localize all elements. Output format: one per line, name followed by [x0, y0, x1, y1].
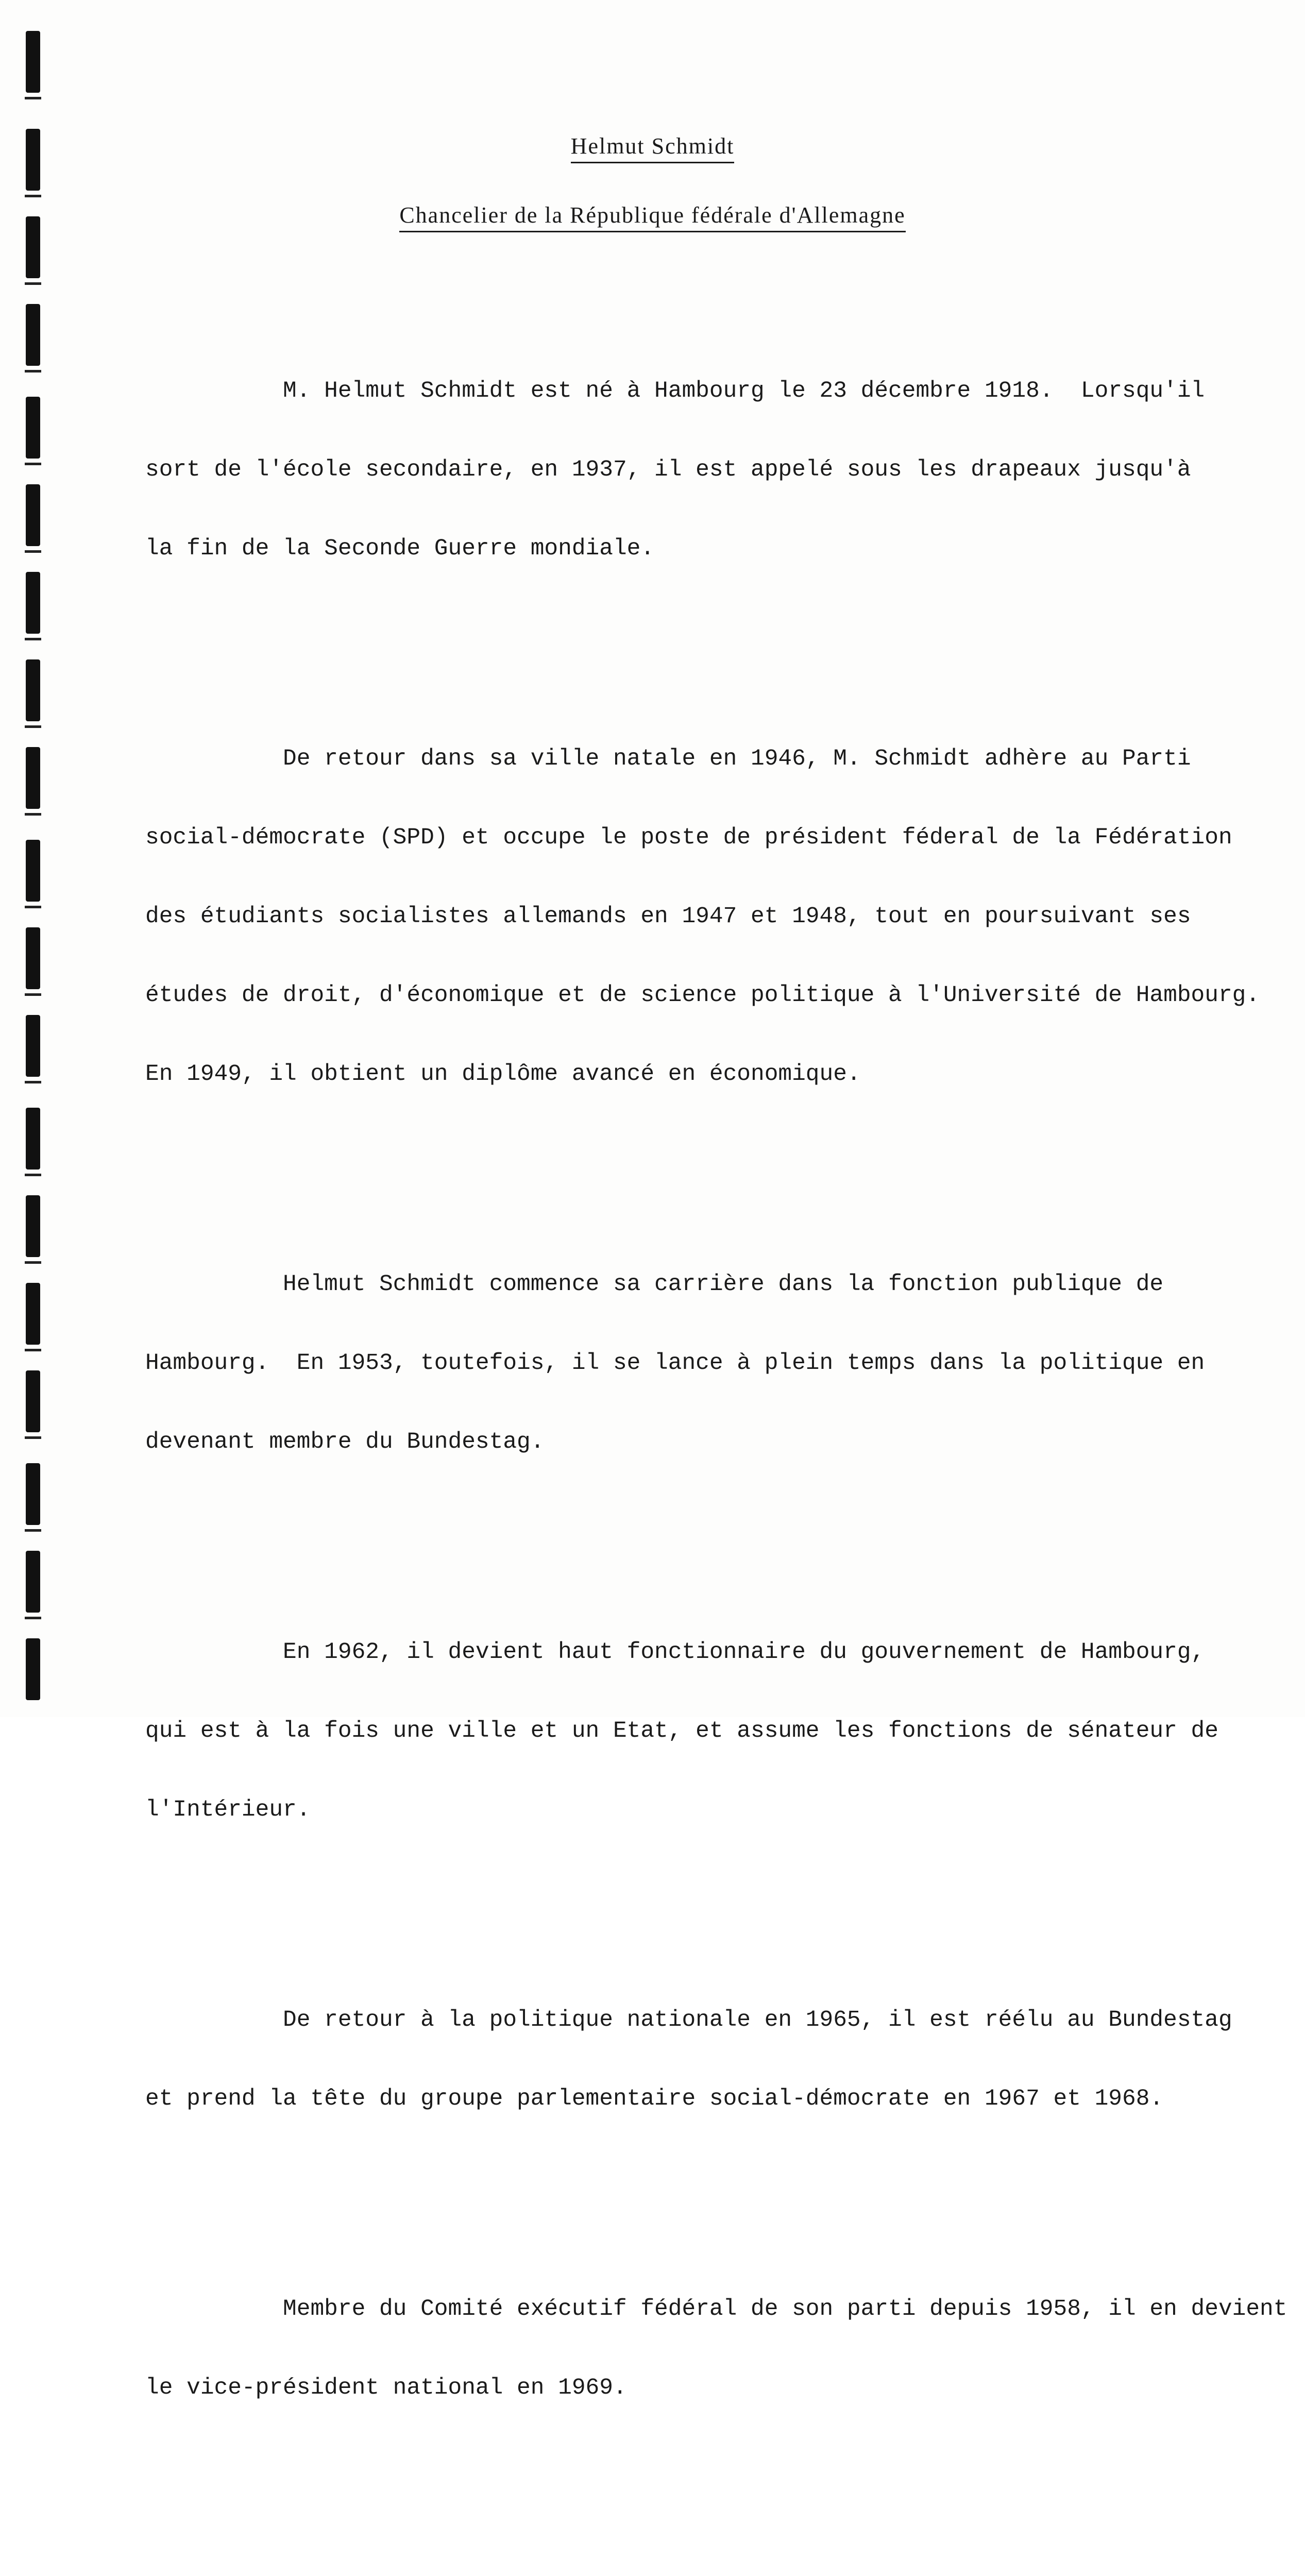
binder-tick — [25, 906, 41, 908]
binder-tick — [25, 550, 41, 553]
binder-tick — [25, 1436, 41, 1439]
binder-hole — [26, 1463, 40, 1525]
text-line: et prend la tête du groupe parlementaire social-démocrate en 1967 et 1968. — [145, 2086, 1164, 2112]
document-subtitle — [0, 202, 1305, 228]
document-subtitle-text: Chancelier de la République fédérale d'Allemagne — [399, 202, 905, 232]
document-title — [0, 133, 1305, 159]
binder-hole — [26, 840, 40, 902]
text-line: qui est à la fois une ville et un Etat, et assume les fonctions de sénateur de — [145, 1718, 1218, 1744]
binder-hole — [26, 1638, 40, 1700]
binder-tick — [25, 97, 41, 99]
binder-hole — [26, 1015, 40, 1077]
binder-tick — [25, 725, 41, 728]
text-line: M. Helmut Schmidt est né à Hambourg le 23 décembre 1918. Lorsqu'il — [145, 378, 1205, 404]
binder-tick — [25, 195, 41, 197]
text-line: De retour dans sa ville natale en 1946, M. Schmidt adhère au Parti — [145, 746, 1191, 772]
binder-tick — [25, 1081, 41, 1083]
binder-hole — [26, 31, 40, 93]
binder-hole — [26, 1370, 40, 1432]
binder-tick — [25, 1617, 41, 1619]
binder-hole — [26, 927, 40, 989]
binder-tick — [25, 1174, 41, 1176]
binder-hole — [26, 484, 40, 546]
binder-tick — [25, 1349, 41, 1351]
paragraph — [145, 326, 1217, 615]
text-line: En 1962, il devient haut fonctionnaire du gouvernement de Hambourg, — [145, 1639, 1205, 1665]
text-line: des étudiants socialistes allemands en 1947 et 1948, tout en poursuivant ses — [145, 904, 1191, 929]
binder-hole — [26, 1108, 40, 1170]
binder-hole — [26, 659, 40, 721]
paragraph — [145, 693, 1260, 1140]
binder-hole — [26, 304, 40, 366]
binder-tick — [25, 1261, 41, 1264]
paragraph — [145, 2533, 1217, 2576]
text-line: De retour à la politique nationale en 1965, il est réélu au Bundestag — [145, 2007, 1232, 2033]
text-line: En 1949, il obtient un diplôme avancé en économique. — [145, 1061, 861, 1087]
document-title-text: Helmut Schmidt — [571, 133, 735, 163]
binder-hole — [26, 572, 40, 634]
binder-hole — [26, 747, 40, 809]
binder-hole — [26, 1551, 40, 1613]
binder-holes — [21, 31, 52, 1710]
text-line: Hambourg. En 1953, toutefois, il se lance à plein temps dans la politique en — [145, 1350, 1205, 1376]
binder-tick — [25, 282, 41, 285]
text-line: sort de l'école secondaire, en 1937, il est appelé sous les drapeaux jusqu'à — [145, 457, 1191, 483]
paragraph — [145, 1587, 1217, 1876]
binder-tick — [25, 370, 41, 372]
binder-tick — [25, 1529, 41, 1532]
text-line: Helmut Schmidt commence sa carrière dans la fonction publique de — [145, 1272, 1164, 1297]
binder-tick — [25, 638, 41, 640]
binder-tick — [25, 813, 41, 816]
paragraph — [145, 1955, 1232, 2165]
text-line: la fin de la Seconde Guerre mondiale. — [145, 536, 655, 562]
text-line: l'Intérieur. — [145, 1797, 311, 1823]
binder-tick — [25, 463, 41, 465]
paragraph — [145, 1219, 1217, 1508]
text-line: études de droit, d'économique et de science politique à l'Université de Hambourg. — [145, 982, 1260, 1008]
text-line: social-démocrate (SPD) et occupe le poste de président féderal de la Fédération — [145, 825, 1232, 851]
text-line: le vice-président national en 1969. — [145, 2375, 627, 2401]
text-line: Membre du Comité exécutif fédéral de son parti depuis 1958, il en devient — [145, 2296, 1287, 2322]
binder-hole — [26, 397, 40, 459]
binder-hole — [26, 1283, 40, 1345]
binder-tick — [25, 993, 41, 996]
paragraph — [145, 2244, 1287, 2454]
document-body — [145, 273, 1287, 2576]
text-line: devenant membre du Bundestag. — [145, 1429, 545, 1455]
binder-hole — [26, 1195, 40, 1257]
